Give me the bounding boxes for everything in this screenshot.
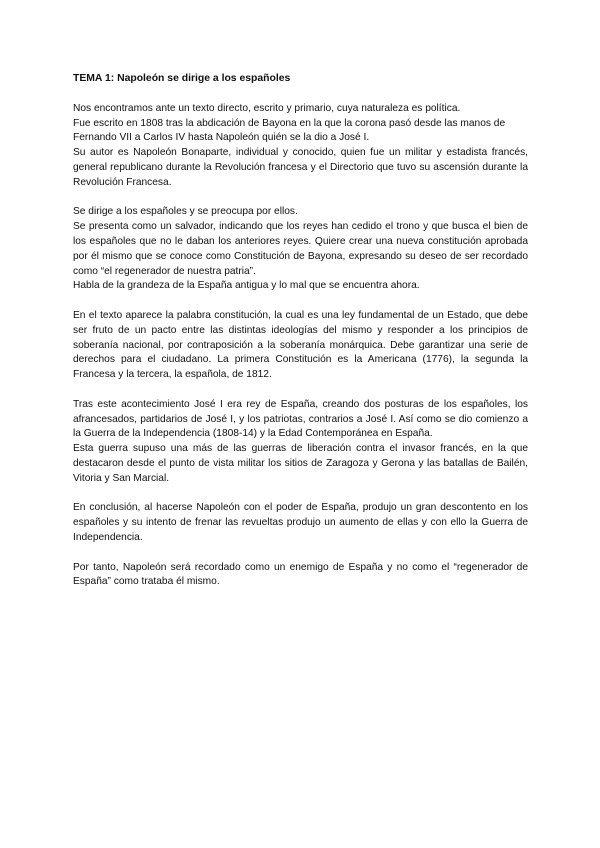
paragraph-line: Se dirige a los españoles y se preocupa por ellos.	[73, 206, 298, 218]
paragraph-line: Por tanto, Napoleón será recordado como un enemigo de España y no como el “regenerador de España” como trataba él mismo.	[73, 561, 528, 588]
document-page	[73, 72, 528, 605]
paragraph-line: Nos encontramos ante un texto directo, escrito y primario, cuya naturaleza es política.	[73, 102, 461, 114]
paragraph-constitution	[73, 309, 528, 383]
paragraph-conclusion	[73, 501, 528, 545]
document-title: TEMA 1: Napoleón se dirige a los españoles	[73, 73, 291, 84]
paragraph-line: Esta guerra supuso una más de las guerras de liberación contra el invasor francés, en la que destacaron desde el punto de vista militar los sitios de Zaragoza y Gerona y las batallas de Bailén, Vitoria y San Marcial.	[73, 443, 528, 484]
paragraph-final	[73, 561, 528, 591]
paragraph-line: Su autor es Napoleón Bonaparte, individual y conocido, quien fue un militar y estadista francés, general republicano durante la Revolución francesa y el Directorio que tuvo su ascensión durante la Revolución Francesa.	[73, 147, 528, 188]
paragraph-intro	[73, 102, 528, 191]
paragraph-content	[73, 205, 528, 294]
paragraph-line: Fue escrito en 1808 tras la abdicación de Bayona en la que la corona pasó desde las manos de Fernando VII a Carlos IV hasta Napoleón quién se la dio a José I.	[73, 117, 506, 144]
paragraph-line: Se presenta como un salvador, indicando que los reyes han cedido el trono y que busca el bien de los españoles que no le daban los anteriores reyes. Quiere crear una nueva constitución aprobada por él mismo que se conoce como Constitución de Bayona, expresando su deseo de ser recordado como “el regenerador de nuestra patria”.	[73, 221, 528, 277]
paragraph-line: En conclusión, al hacerse Napoleón con el poder de España, produjo un gran descontento en los españoles y su intento de frenar las revueltas produjo un aumento de ellas y con ello la Guerra de Independencia.	[73, 502, 528, 543]
paragraph-context	[73, 398, 528, 487]
paragraph-line: Tras este acontecimiento José I era rey de España, creando dos posturas de los españoles, los afrancesados, partidarios de José I, y los patriotas, contrarios a José I. Así como se dio comienzo a la Guerra de la Independencia (1808-14) y la Edad Contemporánea en España.	[73, 398, 528, 440]
paragraph-line: En el texto aparece la palabra constitución, la cual es una ley fundamental de un Estado, que debe ser fruto de un pacto entre las distintas ideologías del mismo y responder a los principios de soberanía nacional, por contraposición a la soberanía monárquica. Debe garantizar una serie de derechos para el ciudadano. La primera Constitución es la Americana (1776), la segunda la Francesa y la tercera, la española, de 1812.	[73, 309, 528, 381]
paragraph-line: Habla de la grandeza de la España antigua y lo mal que se encuentra ahora.	[73, 280, 420, 292]
